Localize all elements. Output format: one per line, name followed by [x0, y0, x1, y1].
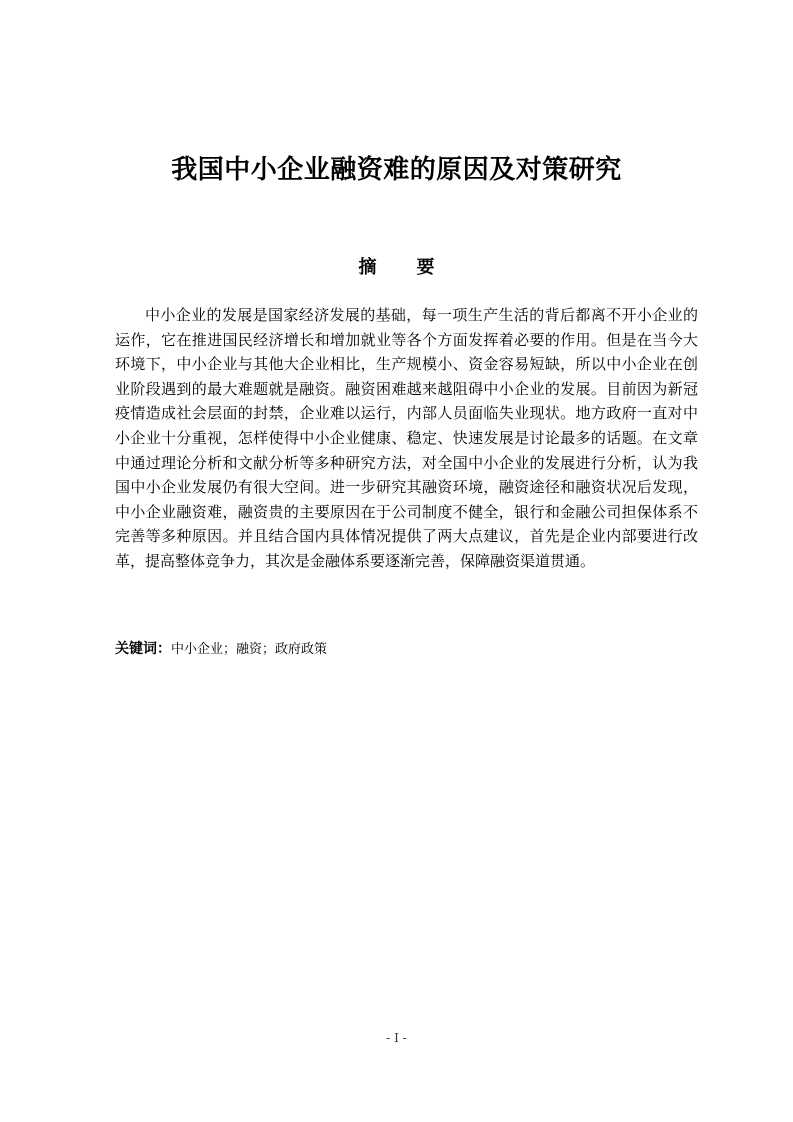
keywords-line	[115, 638, 698, 661]
keywords-value: 中小企业；融资；政府政策	[171, 642, 328, 657]
abstract-heading: 摘要	[358, 257, 475, 278]
document-title: 我国中小企业融资难的原因及对策研究	[171, 155, 622, 185]
keywords-label: 关键词：	[115, 641, 171, 657]
page-number: - I -	[386, 1031, 407, 1045]
abstract-body: 中小企业的发展是国家经济发展的基础，每一项生产生活的背后都离不开小企业的运作，它在推进国民经济增长和增加就业等各个方面发挥着必要的作用。但是在当今大环境下，中小企业与其他大企业相比，生产规模小、资金容易短缺，所以中小企业在创业阶段遇到的最大难题就是融资。融资困难越来越阻碍中小企业的发展。目前因为新冠疫情造成社会层面的封禁，企业难以运行，内部人员面临失业现状。地方政府一直对中小企业十分重视，怎样使得中小企业健康、稳定、快速发展是讨论最多的话题。在文章中通过理论分析和文献分析等多种研究方法，对全国中小企业的发展进行分析，认为我国中小企业发展仍有很大空间。进一步研究其融资环境，融资途径和融资状况后发现，中小企业融资难，融资贵的主要原因在于公司制度不健全，银行和金融公司担保体系不完善等多种原因。并且结合国内具体情况提供了两大点建议，首先是企业内部要进行改革，提高整体竞争力，其次是金融体系要逐渐完善，保障融资渠道贯通。	[115, 306, 698, 570]
